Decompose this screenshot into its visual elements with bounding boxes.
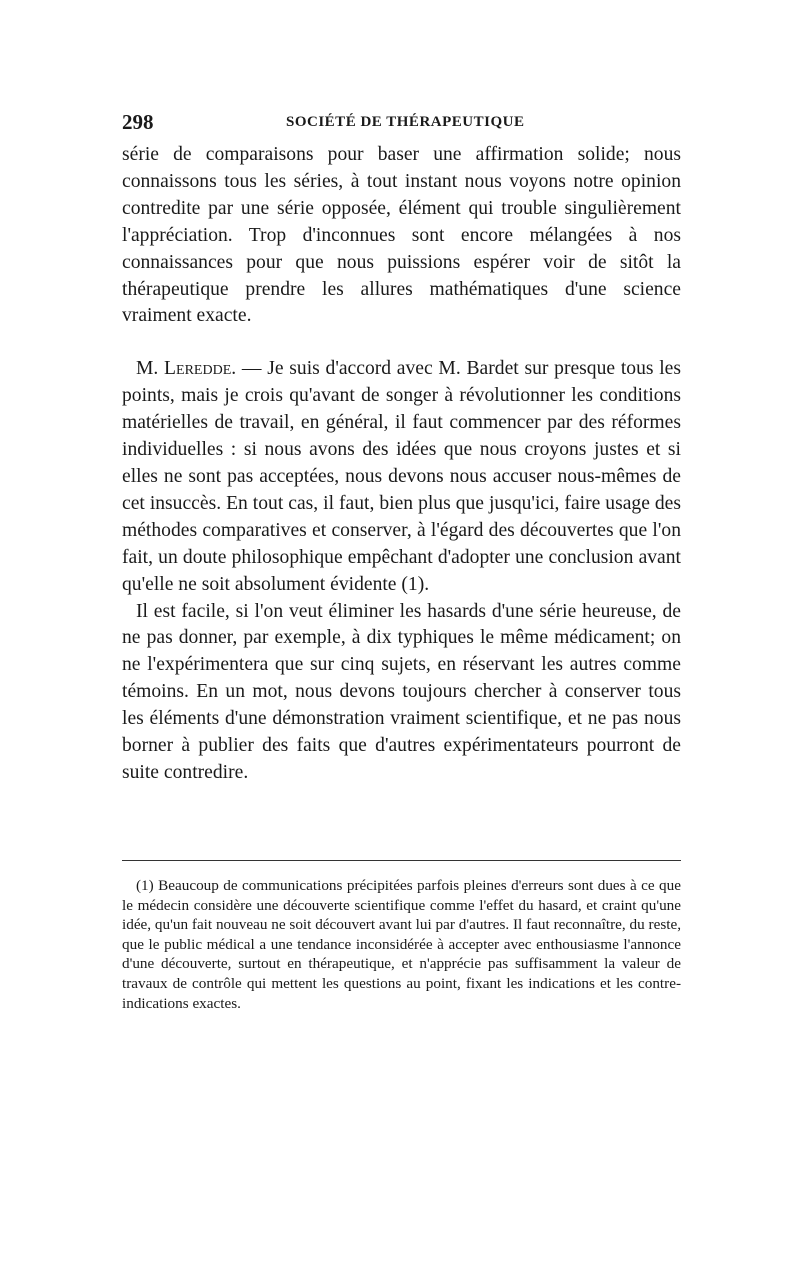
speaker-name: M. Leredde.	[136, 358, 237, 380]
paragraph-1: série de comparaisons pour baser une affirmation solide; nous connaissons tous les séries, à tout instant nous voyons notre opinion contredite par une série opposée, élément qui trouble singulièrement l'appréciation. Trop d'inconnues sont encore mélangées à nos connaissances pour que nous puissions espérer voir de sitôt la thérapeutique prendre les allures mathématiques d'une science vraiment exacte.	[122, 144, 681, 327]
footnote	[122, 876, 681, 1013]
running-head: SOCIÉTÉ DE THÉRAPEUTIQUE	[286, 114, 525, 130]
paragraph-3: Il est facile, si l'on veut éliminer les hasards d'une série heureuse, de ne pas donner, par exemple, à dix typhiques le même médicament; on ne l'expérimentera que sur cinq sujets, en réservant les autres comme témoins. En un mot, nous devons toujours chercher à conserver tous les éléments d'une démonstration vraiment scientifique, et ne pas nous borner à publier des faits que d'autres expérimentateurs pourront de suite contredire.	[122, 600, 681, 783]
paragraph-gap	[122, 330, 681, 356]
footnote-text: (1) Beaucoup de communications précipitées parfois pleines d'erreurs sont dues à ce que le médecin considère une découverte scientifique comme l'effet du hasard, et craint qu'une idée, qu'un fait nouveau ne soit découvert avant lui par d'autres. Il faut reconnaître, du reste, que le public médical a une tendance inconsidérée à accepter avec enthousiasme l'annonce d'une découverte, surtout en thérapeutique, et n'apprécie pas suffisamment la valeur de travaux de contrôle qui mettent les questions au point, fixant les indications et les contre-indications exactes.	[122, 877, 681, 1012]
body-text	[122, 142, 681, 787]
page	[122, 110, 681, 787]
page-number: 298	[122, 110, 154, 134]
footnote-divider	[122, 860, 681, 861]
page-header	[122, 110, 681, 142]
paragraph-2-text: — Je suis d'accord avec M. Bardet sur presque tous les points, mais je crois qu'avant de songer à révolutionner les conditions matérielles de travail, en général, il faut commencer par des réformes individuelles : si nous avons des idées que nous croyons justes et si elles ne sont pas acceptées, nous devons nous accuser nous-mêmes de cet insuccès. En tout cas, il faut, bien plus que jusqu'ici, faire usage des méthodes comparatives et conserver, à l'égard des découvertes que l'on fait, un doute philosophique empêchant d'adopter une conclusion avant qu'elle ne soit absolument évidente (1).	[122, 358, 681, 595]
paragraph-2	[122, 356, 681, 598]
